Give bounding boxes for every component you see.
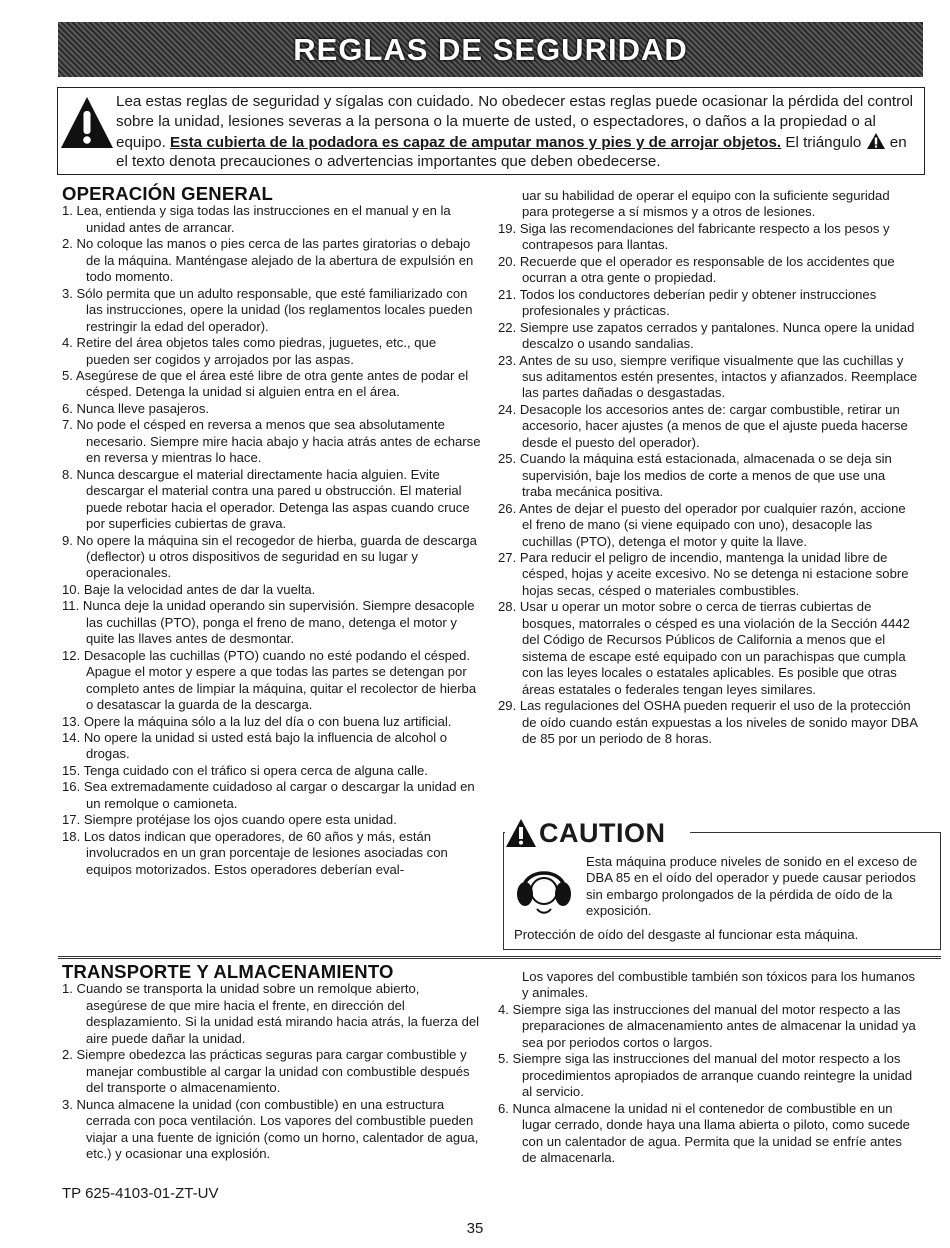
transport-left-column	[62, 961, 482, 1162]
list-item: 5. Siempre siga las instrucciones del manual del motor respecto a los procedimientos apropiados de arranque cuando reintegre la unidad al servicio.	[498, 1051, 913, 1100]
caution-caption: Protección de oído del desgaste al funcionar esta máquina.	[514, 927, 859, 942]
list-item: 12. Desacople las cuchillas (PTO) cuando no esté podando el césped. Apague el motor y espere a que todas las partes se detengan por completo antes de limpiar la máquina, quitar el recolector de hierba o desatascar la guarda de la descarga.	[62, 647, 477, 713]
list-item: 27. Para reducir el peligro de incendio, mantenga la unidad libre de césped, hojas y aceite excesivo. No se detenga ni estacione sobre hojas secas, césped o materiales combustibles.	[498, 549, 909, 598]
inline-warning-triangle-icon	[866, 132, 886, 150]
warning-emphasis: Esta cubierta de la podadora es capaz de amputar manos y pies y de arrojar objetos.	[170, 133, 782, 151]
caution-triangle-icon	[505, 818, 537, 848]
transport-heading: TRANSPORTE Y ALMACENAMIENTO	[62, 961, 394, 982]
general-heading: OPERACIÓN GENERAL	[62, 183, 274, 204]
caution-title: CAUTION	[539, 817, 666, 848]
list-item: 19. Siga las recomendaciones del fabricante respecto a los pesos y contrapesos para llantas.	[498, 220, 890, 253]
transport-list-left	[62, 981, 482, 1162]
item-continuation: Los vapores del combustible también son tóxicos para los humanos y animales.	[522, 969, 916, 1001]
document-code: TP 625-4103-01-ZT-UV	[62, 1185, 219, 1202]
list-item: 18. Los datos indican que operadores, de 60 años y más, están involucrados en un gran porcentaje de lesiones asociadas con equipos motorizados. Estos operadores deberían eval-	[62, 828, 448, 877]
list-item: 25. Cuando la máquina está estacionada, almacenada o se deja sin supervisión, baje los medios de corte a menos de que use una traba mecánica positiva.	[498, 451, 892, 500]
list-item: 6. Nunca almacene la unidad ni el contenedor de combustible en un lugar cerrado, donde haya una llama abierta o piloto, como sucede con un calentador de agua. Permita que la unidad se enfríe antes de almacenarla.	[498, 1100, 910, 1165]
safety-warning-box	[57, 87, 925, 175]
general-right-column	[498, 188, 918, 747]
warning-triangle-icon	[58, 94, 116, 152]
list-item: 24. Desacople los accesorios antes de: cargar combustible, retirar un accesorio, hacer ajustes (a menos de que el ajuste pueda hacerse desde el puesto del operador).	[498, 401, 908, 450]
page-title: REGLAS DE SEGURIDAD	[293, 31, 688, 67]
general-list-right	[498, 221, 918, 748]
list-item: 26. Antes de dejar el puesto del operador por cualquier razón, accione el freno de mano (si viene equipado con uno), desacople las cuchillas (PTO), detenga el motor y quite la llave.	[498, 500, 906, 549]
caution-text: Esta máquina produce niveles de sonido en el exceso de DBA 85 en el oído del operador y puede causar periodos sin embargo prolongados de la pérdida de oído de la exposición.	[586, 854, 918, 919]
list-item: 20. Recuerde que el operador es responsable de los accidentes que ocurran a otra gente o propiedad.	[498, 253, 895, 286]
list-item: 22. Siempre use zapatos cerrados y pantalones. Nunca opere la unidad descalzo o usando sandalias.	[498, 319, 915, 352]
list-item: 17. Siempre protéjase los ojos cuando opere esta unidad.	[62, 812, 397, 828]
general-left-column	[62, 183, 482, 878]
section-divider	[58, 956, 941, 959]
general-list-left	[62, 203, 482, 878]
list-item: 14. No opere la unidad si usted está bajo la influencia de alcohol o drogas.	[62, 729, 448, 762]
list-item: 4. Siempre siga las instrucciones del manual del motor respecto a las preparaciones de almacenamiento antes de almacenar la unidad ya sea por periodos cortos o largos.	[498, 1001, 916, 1050]
list-item: 15. Tenga cuidado con el tráfico si opera cerca de alguna calle.	[62, 762, 428, 778]
list-item: 11. Nunca deje la unidad operando sin supervisión. Siempre desacople las cuchillas (PTO), ponga el freno de mano, detenga el motor y quite las llaves antes de desmontar.	[62, 598, 475, 647]
list-item: 6. Nunca lleve pasajeros.	[62, 400, 210, 416]
list-item: 16. Sea extremadamente cuidadoso al cargar o descargar la unidad en un remolque o camioneta.	[62, 779, 475, 811]
list-item: 2. No coloque las manos o pies cerca de las partes giratorias o debajo de la máquina. Manténgase alejado de la abertura de expulsión en todo momento.	[62, 236, 474, 285]
list-item: 23. Antes de su uso, siempre verifique visualmente que las cuchillas y sus aditamentos estén presentes, intactos y afianzados. Reemplace las partes dañadas o desgastadas.	[498, 352, 918, 401]
title-banner	[58, 22, 923, 77]
transport-list-right	[498, 1002, 918, 1167]
list-item: 1. Cuando se transporta la unidad sobre un remolque abierto, asegúrese de que mire hacia el frente, en dirección del desplazamiento. Si la unidad está mirando hacia atrás, la fuerza del aire puede dañar la unidad.	[62, 981, 480, 1046]
ear-protection-icon	[513, 857, 575, 919]
list-item: 5. Asegúrese de que el área esté libre de otra gente antes de podar el césped. Detenga la unidad si alguien entra en el área.	[62, 367, 469, 400]
list-item: 3. Sólo permita que un adulto responsable, que esté familiarizado con las instrucciones, opere la unidad (los reglamentos locales pueden restringir la edad del operador).	[62, 285, 473, 334]
caution-header	[505, 817, 674, 849]
list-item: 13. Opere la máquina sólo a la luz del día o con buena luz artificial.	[62, 713, 452, 729]
item-continuation: uar su habilidad de operar el equipo con la suficiente seguridad para protegerse a sí mismos y a otros de lesiones.	[522, 188, 890, 220]
transport-right-column	[498, 969, 918, 1166]
list-item: 10. Baje la velocidad antes de dar la vuelta.	[62, 581, 316, 597]
list-item: 1. Lea, entienda y siga todas las instrucciones en el manual y en la unidad antes de arrancar.	[62, 203, 451, 235]
warning-text: Lea estas reglas de seguridad y sígalas con cuidado. No obedecer estas reglas puede ocasionar la pérdida del control sobre la unidad, lesiones severas a la persona o la muerte de usted, o espectadores, o daños a la propiedad o al equipo. Esta cubierta de la podadora es capaz de amputar manos y pies y de arrojar objetos. El triángulo en el texto denota precauciones o advertencias importantes que deben obedecerse.	[116, 93, 914, 171]
list-item: 9. No opere la máquina sin el recogedor de hierba, guarda de descarga (deflector) u otros dispositivos de seguridad en su lugar y operacionales.	[62, 532, 477, 581]
page-number: 35	[466, 1220, 484, 1237]
list-item: 29. Las regulaciones del OSHA pueden requerir el uso de la protección de oído cuando están expuestas a los niveles de sonido mayor DBA de 85 por un periodo de 8 horas.	[498, 698, 918, 746]
list-item: 2. Siempre obedezca las prácticas seguras para cargar combustible y manejar combustible al cargar la unidad con combustible después del transporte o almacenamiento.	[62, 1047, 470, 1096]
list-item: 3. Nunca almacene la unidad (con combustible) en una estructura cerrada con poca ventilación. Los vapores del combustible pueden viajar a una fuente de ignición (como un horno, calentador de agua, etc.) y ocasionar una explosión.	[62, 1096, 479, 1161]
list-item: 28. Usar u operar un motor sobre o cerca de tierras cubiertas de bosques, matorrales o césped es una violación de la Sección 4442 del Código de Recursos Públicos de California a menos que el sistema de escape esté equipado con un parachispas que cumpla con las leyes locales o estatales aplicables. Es posible que otras áreas estatales o federales tengan leyes similares.	[498, 599, 910, 697]
list-item: 21. Todos los conductores deberían pedir y obtener instrucciones profesionales y prácticas.	[498, 286, 877, 319]
caution-border	[690, 832, 941, 833]
list-item: 8. Nunca descargue el material directamente hacia alguien. Evite descargar el material contra una pared u obstrucción. El material puede rebotar hacia el operador. Detenga las aspas cuando cruce por superficies cubiertas de grava.	[62, 466, 470, 532]
list-item: 7. No pode el césped en reversa a menos que sea absolutamente necesario. Siempre mire hacia abajo y hacia atrás antes de echarse en reversa y mientras lo hace.	[62, 417, 481, 466]
list-item: 4. Retire del área objetos tales como piedras, juguetes, etc., que pueden ser cogidos y arrojados por las aspas.	[62, 335, 437, 367]
